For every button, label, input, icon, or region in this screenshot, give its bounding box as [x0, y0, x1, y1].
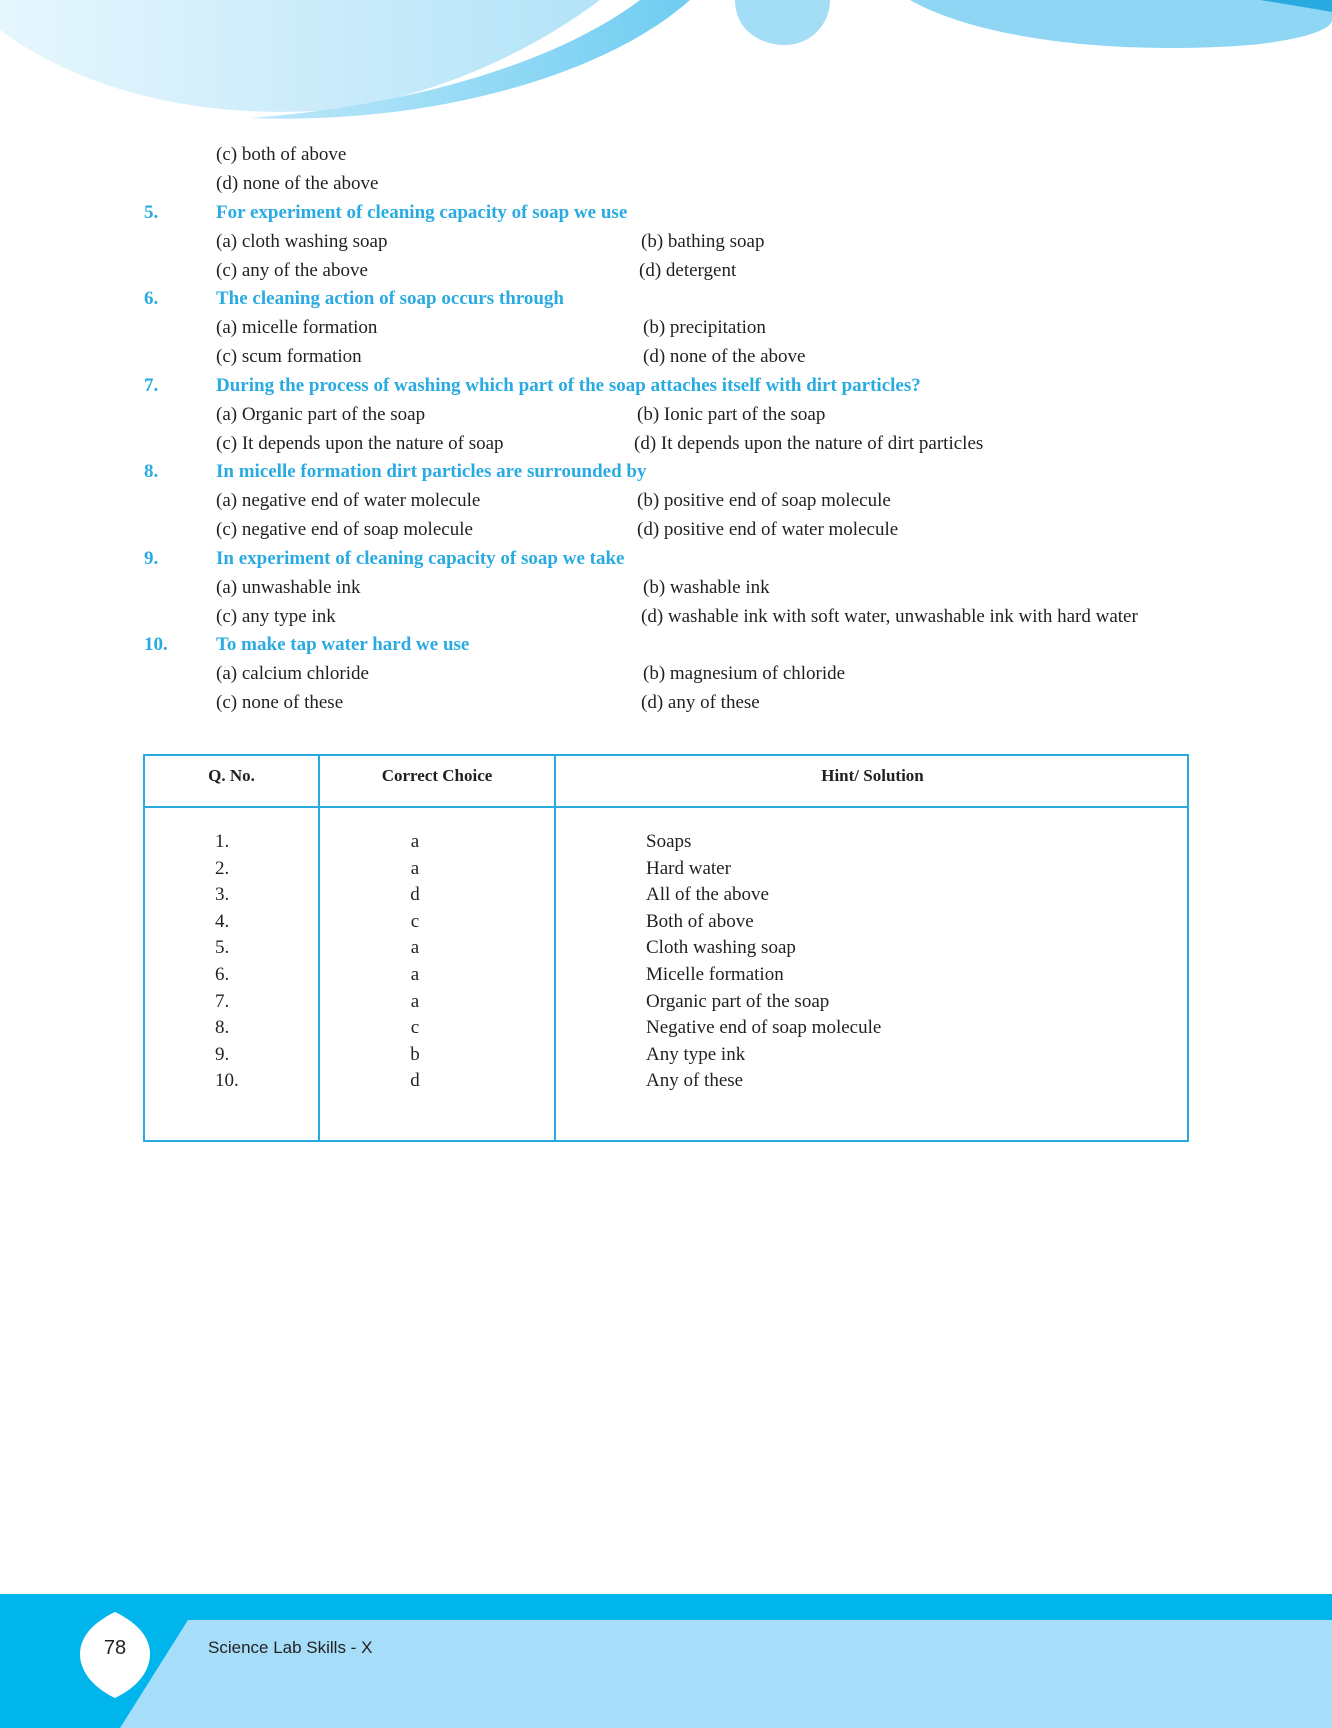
- table-cell-hint: Negative end of soap molecule: [646, 1017, 882, 1039]
- table-cell-hint: Cloth washing soap: [646, 937, 796, 959]
- table-cell-qno: 5.: [215, 937, 230, 959]
- table-cell-hint: Soaps: [646, 831, 692, 852]
- question-number: 10.: [144, 634, 168, 655]
- option-c: (c) It depends upon the nature of soap: [216, 433, 504, 454]
- prev-option-d: (d) none of the above: [216, 173, 379, 194]
- footer-band: [0, 1594, 1332, 1728]
- question-number: 7.: [144, 375, 159, 396]
- option-c: (c) scum formation: [216, 346, 362, 367]
- table-divider: [554, 756, 556, 1140]
- table-cell-qno: 9.: [215, 1043, 230, 1065]
- option-d: (d) any of these: [641, 692, 760, 713]
- option-b: (b) positive end of soap molecule: [637, 490, 891, 511]
- book-title: Science Lab Skills - X: [208, 1638, 373, 1657]
- option-a: (a) Organic part of the soap: [216, 404, 426, 425]
- question-text: The cleaning action of soap occurs through: [216, 288, 565, 309]
- table-cell-choice: a: [410, 857, 420, 879]
- table-cell-qno: 7.: [215, 990, 230, 1012]
- option-a: (a) negative end of water molecule: [216, 490, 481, 511]
- table-cell-hint: Both of above: [646, 910, 754, 932]
- question-number: 9.: [144, 548, 159, 569]
- option-c: (c) any of the above: [216, 260, 368, 281]
- question-text: To make tap water hard we use: [216, 634, 470, 655]
- table-header-rule: [145, 806, 1187, 808]
- table-cell-hint: Any of these: [646, 1070, 744, 1092]
- option-d: (d) positive end of water molecule: [637, 519, 899, 540]
- table-cell-hint: Micelle formation: [646, 963, 784, 985]
- table-cell-qno: 3.: [215, 884, 230, 906]
- table-cell-hint: Hard water: [646, 857, 731, 879]
- question-number: 6.: [144, 288, 159, 309]
- question-text: In micelle formation dirt particles are surrounded by: [216, 461, 647, 482]
- option-c: (c) any type ink: [216, 606, 336, 627]
- question-number: 8.: [144, 461, 159, 482]
- option-b: (b) bathing soap: [641, 231, 765, 252]
- header-hint-solution: Hint/ Solution: [821, 766, 924, 785]
- option-d: (d) detergent: [639, 260, 737, 281]
- table-cell-choice: a: [410, 937, 420, 959]
- table-cell-hint: Organic part of the soap: [646, 990, 830, 1012]
- table-cell-hint: Any type ink: [646, 1043, 746, 1065]
- question-text: During the process of washing which part of the soap attaches itself with dirt particles?: [216, 375, 921, 396]
- table-cell-choice: a: [410, 831, 420, 852]
- table-cell-choice: b: [410, 1043, 420, 1065]
- answer-table: [143, 754, 1189, 1142]
- option-c: (c) negative end of soap molecule: [216, 519, 473, 540]
- option-a: (a) micelle formation: [216, 317, 378, 338]
- table-cell-qno: 8.: [215, 1017, 230, 1039]
- question-text: In experiment of cleaning capacity of soap we take: [216, 548, 625, 569]
- table-cell-hint: All of the above: [646, 884, 769, 906]
- option-b: (b) washable ink: [643, 577, 770, 598]
- option-a: (a) calcium chloride: [216, 663, 369, 684]
- header-decoration: [0, 0, 1332, 130]
- table-cell-qno: 4.: [215, 910, 230, 932]
- header-qno: Q. No.: [208, 766, 255, 785]
- option-a: (a) cloth washing soap: [216, 231, 388, 252]
- option-b: (b) precipitation: [643, 317, 766, 338]
- qno-column: [215, 829, 239, 1095]
- table-cell-qno: 6.: [215, 963, 230, 985]
- option-d: (d) It depends upon the nature of dirt particles: [634, 433, 984, 454]
- option-c: (c) none of these: [216, 692, 344, 713]
- table-divider: [318, 756, 320, 1140]
- choice-column: [400, 829, 430, 1095]
- table-cell-choice: d: [410, 1070, 420, 1092]
- table-cell-qno: 10.: [215, 1070, 239, 1092]
- question-number: 5.: [144, 202, 159, 223]
- question-text: For experiment of cleaning capacity of soap we use: [216, 202, 628, 223]
- option-d: (d) none of the above: [643, 346, 806, 367]
- table-cell-qno: 2.: [215, 857, 230, 879]
- prev-option-c: (c) both of above: [216, 144, 347, 165]
- option-b: (b) magnesium of chloride: [643, 663, 846, 684]
- table-cell-choice: c: [410, 1017, 420, 1039]
- table-cell-choice: c: [410, 910, 420, 932]
- table-cell-choice: a: [410, 963, 420, 985]
- table-cell-choice: d: [410, 884, 420, 906]
- table-cell-qno: 1.: [215, 831, 230, 852]
- hint-column: [646, 829, 881, 1095]
- option-d: (d) washable ink with soft water, unwashable ink with hard water: [641, 606, 1138, 627]
- option-a: (a) unwashable ink: [216, 577, 361, 598]
- header-correct-choice: Correct Choice: [381, 766, 493, 785]
- table-cell-choice: a: [410, 990, 420, 1012]
- page-number: 78: [103, 1637, 127, 1659]
- option-b: (b) Ionic part of the soap: [637, 404, 826, 425]
